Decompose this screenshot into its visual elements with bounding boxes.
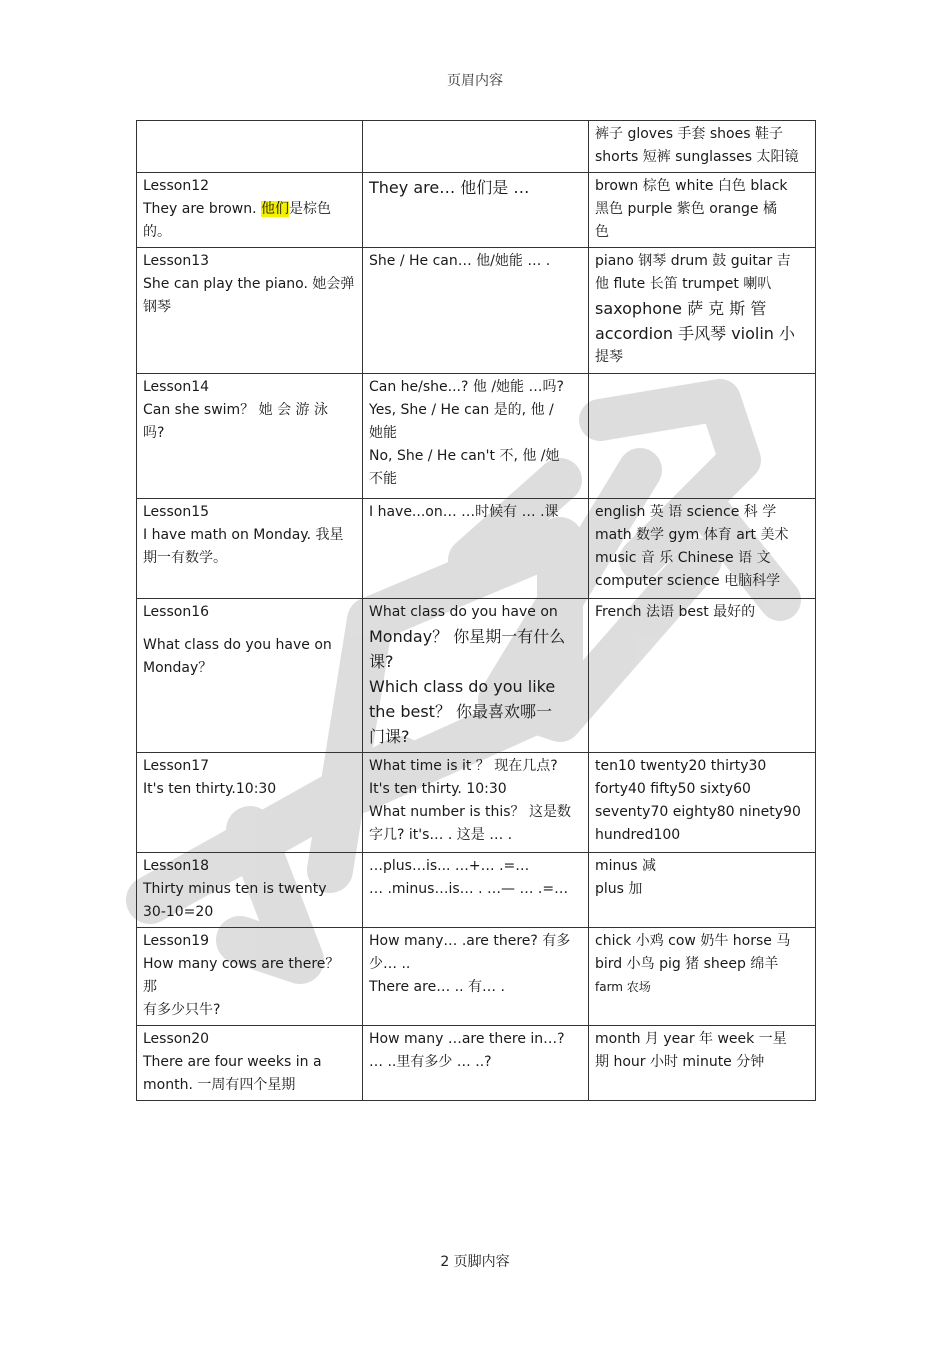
page-footer: 2 页脚内容 (440, 1254, 510, 1270)
lesson-title: Lesson18 (143, 858, 210, 874)
table-row (137, 248, 816, 374)
lesson-sentence: 30-10=20 (143, 904, 214, 920)
lesson-cell (137, 374, 363, 499)
page-header: 页眉内容 (447, 73, 503, 89)
pattern-line: Which class do you like (369, 677, 556, 696)
vocab-cell (589, 499, 816, 599)
lesson-sentence: There are four weeks in a (143, 1054, 322, 1070)
pattern-line: Can he/she...? 他 /她能 …吗? (369, 379, 564, 395)
lesson-sentence: Can she swim？ 她 会 游 泳 (143, 402, 328, 418)
pattern-line: She / He can… 他/她能 … . (369, 253, 551, 269)
pattern-line: What class do you have on (369, 604, 558, 620)
lesson-cell (137, 599, 363, 753)
pattern-line: 少… .. (369, 956, 411, 972)
vocab-cell (589, 753, 816, 853)
lesson-sentence: 有多少只牛? (143, 1002, 221, 1018)
lesson-sentence: Monday？ (143, 660, 213, 676)
pattern-line: 课? (369, 652, 394, 671)
vocab-cell (589, 173, 816, 248)
lesson-cell (137, 173, 363, 248)
vocab-line: 提琴 (595, 349, 623, 365)
table-row (137, 599, 816, 753)
vocab-line: 裤子 gloves 手套 shoes 鞋子 (595, 126, 783, 142)
table-row (137, 753, 816, 853)
lesson-sentence: 的。 (143, 224, 171, 240)
vocab-line: French 法语 best 最好的 (595, 604, 756, 620)
vocab-line: month 月 year 年 week 一星 (595, 1031, 787, 1047)
vocab-line: seventy70 eighty80 ninety90 (595, 804, 801, 820)
vocab-cell (589, 121, 816, 173)
table-row (137, 173, 816, 248)
lesson-sentence: Thirty minus ten is twenty (143, 881, 327, 897)
pattern-line: How many …are there in…? (369, 1031, 565, 1047)
table-row (137, 374, 816, 499)
vocab-line: accordion 手风琴 violin 小 (595, 324, 796, 343)
vocab-line: piano 钢琴 drum 鼓 guitar 吉 (595, 253, 791, 269)
lesson-cell (137, 1026, 363, 1101)
sentence-cell (363, 121, 589, 173)
vocab-line: chick 小鸡 cow 奶牛 horse 马 (595, 933, 791, 949)
vocab-line: minus 减 (595, 858, 657, 874)
vocab-line: shorts 短裤 sunglasses 太阳镜 (595, 149, 799, 165)
pattern-line: … ..里有多少 … ..? (369, 1054, 492, 1070)
vocab-line: music 音 乐 Chinese 语 文 (595, 550, 771, 566)
vocab-cell (589, 928, 816, 1026)
table-row (137, 121, 816, 173)
lesson-title: Lesson14 (143, 379, 210, 395)
pattern-line: No, She / He can't 不, 他 /她 (369, 448, 560, 464)
pattern-line: Yes, She / He can 是的, 他 / (369, 402, 554, 418)
lesson-sentence: month. 一周有四个星期 (143, 1077, 296, 1093)
pattern-line: 不能 (369, 471, 397, 487)
lesson-title: Lesson12 (143, 178, 210, 194)
table-row (137, 853, 816, 928)
lesson-title: Lesson16 (143, 604, 210, 620)
pattern-line: … .minus…is… . …— … .=… (369, 881, 569, 897)
table-row (137, 1026, 816, 1101)
pattern-line: the best？ 你最喜欢哪一 (369, 702, 553, 721)
pattern-line: …plus…is... …+… .=… (369, 858, 530, 874)
vocab-line: english 英 语 science 科 学 (595, 504, 777, 520)
pattern-line: They are… 他们是 … (369, 178, 530, 197)
lesson-sentence: It's ten thirty.10:30 (143, 781, 277, 797)
vocab-cell (589, 599, 816, 753)
pattern-line: Monday？ 你星期一有什么 (369, 627, 566, 646)
lesson-cell (137, 248, 363, 374)
sentence-cell (363, 928, 589, 1026)
pattern-line: 她能 (369, 425, 397, 441)
lesson-title: Lesson19 (143, 933, 210, 949)
lesson-cell (137, 853, 363, 928)
vocab-line: forty40 fifty50 sixty60 (595, 781, 751, 797)
pattern-line: I have...on… …时候有 … .课 (369, 504, 559, 520)
pattern-line: 字几? it's… . 这是 … . (369, 827, 513, 843)
lesson-title: Lesson20 (143, 1031, 210, 1047)
vocab-line: hundred100 (595, 827, 681, 843)
lesson-sentence: 吗? (143, 425, 165, 441)
vocab-line: saxophone 萨 克 斯 管 (595, 299, 767, 318)
lesson-sentence: She can play the piano. 她会弹 (143, 276, 355, 292)
sentence-cell (363, 499, 589, 599)
sentence-cell (363, 599, 589, 753)
lesson-sentence: They are brown. 他们是棕色 (143, 201, 331, 217)
lesson-sentence: 期一有数学。 (143, 550, 227, 566)
sentence-cell (363, 1026, 589, 1101)
pattern-line: What time is it ？ 现在几点? (369, 758, 558, 774)
lesson-title: Lesson13 (143, 253, 210, 269)
pattern-line: How many… .are there? 有多 (369, 933, 571, 949)
vocab-cell (589, 853, 816, 928)
lesson-sentence: I have math on Monday. 我星 (143, 527, 344, 543)
lesson-sentence: 钢琴 (143, 299, 171, 315)
lesson-sentence: How many cows are there？ 那 (143, 956, 340, 995)
sentence-cell (363, 374, 589, 499)
vocab-line: computer science 电脑科学 (595, 573, 781, 589)
pattern-line: There are… .. 有… . (369, 979, 505, 995)
lesson-sentence: What class do you have on (143, 637, 332, 653)
vocab-line: 期 hour 小时 minute 分钟 (595, 1054, 765, 1070)
lesson-cell (137, 753, 363, 853)
pattern-line: 门课? (369, 727, 410, 746)
lesson-cell (137, 121, 363, 173)
lesson-table (136, 120, 816, 1101)
vocab-line: plus 加 (595, 881, 643, 897)
vocab-line: 黑色 purple 紫色 orange 橘 (595, 201, 777, 217)
lesson-title: Lesson15 (143, 504, 210, 520)
lesson-cell (137, 928, 363, 1026)
vocab-line: math 数学 gym 体育 art 美术 (595, 527, 789, 543)
pattern-line: What number is this？ 这是数 (369, 804, 571, 820)
vocab-cell (589, 1026, 816, 1101)
vocab-line: 色 (595, 224, 609, 240)
sentence-cell (363, 853, 589, 928)
vocab-line: bird 小鸟 pig 猪 sheep 绵羊 (595, 956, 779, 972)
lesson-cell (137, 499, 363, 599)
sentence-cell (363, 753, 589, 853)
pattern-line: It's ten thirty. 10:30 (369, 781, 507, 797)
table-row (137, 499, 816, 599)
vocab-cell (589, 248, 816, 374)
vocab-line: brown 棕色 white 白色 black (595, 178, 788, 194)
sentence-cell (363, 248, 589, 374)
vocab-line: farm 农场 (595, 980, 651, 994)
vocab-line: 他 flute 长笛 trumpet 喇叭 (595, 276, 772, 292)
vocab-line: ten10 twenty20 thirty30 (595, 758, 767, 774)
sentence-cell (363, 173, 589, 248)
highlighted-text: 他们 (261, 201, 289, 217)
table-row (137, 928, 816, 1026)
lesson-title: Lesson17 (143, 758, 210, 774)
vocab-cell (589, 374, 816, 499)
